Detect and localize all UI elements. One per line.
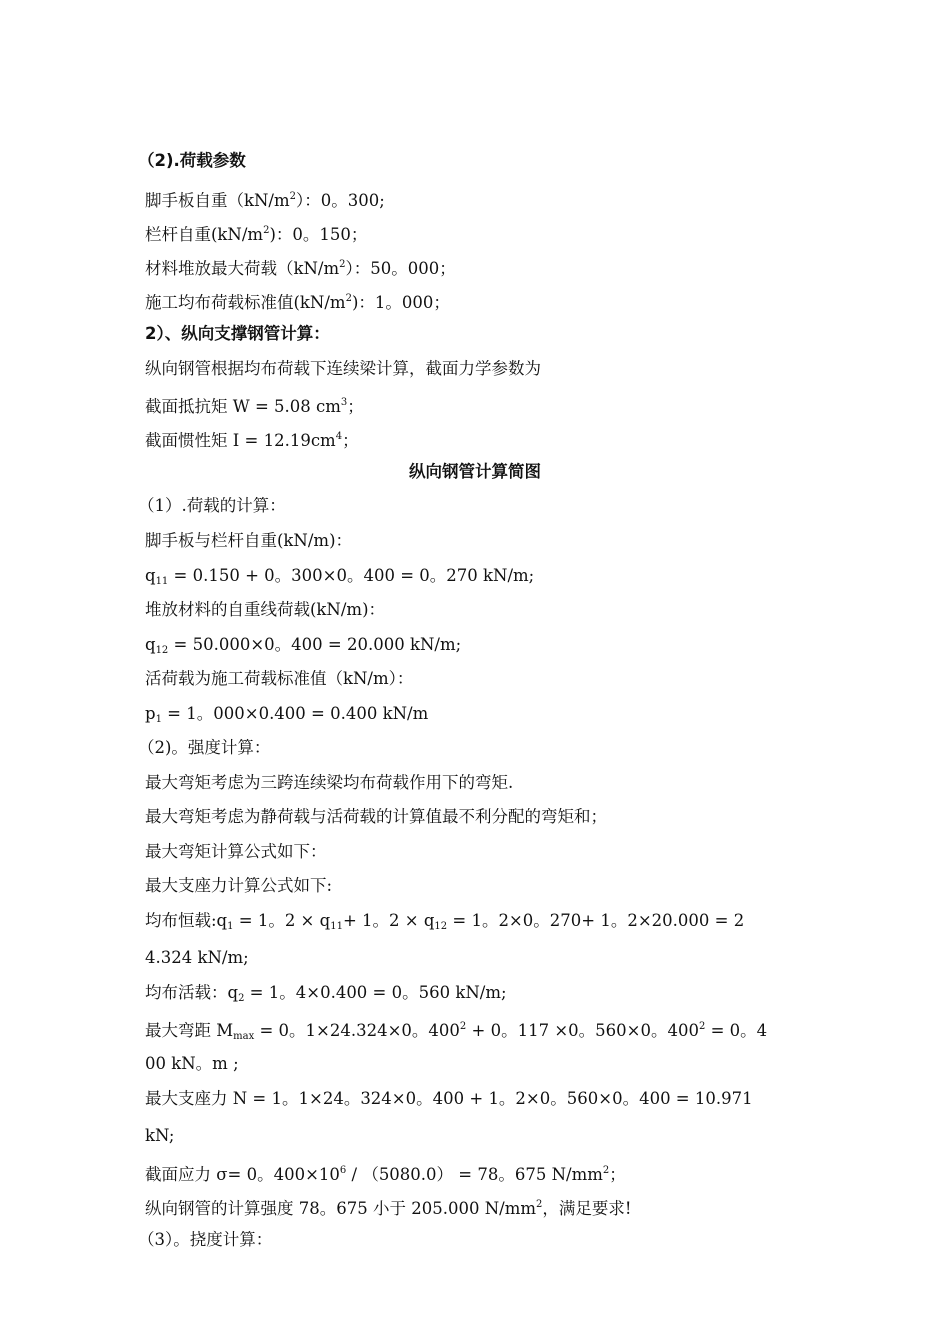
q12-formula: $q_{12} = 50.000\times 0$。400 = 20.000 kN/m; bbox=[145, 635, 462, 656]
construction-load-line: 施工均布荷载标准值$(kN/m^2)$：1。000； bbox=[145, 293, 450, 312]
heading-load-params: （2).荷载参数 bbox=[138, 151, 246, 170]
self-weight-label: 脚手板与栏杆自重(kN/m)： bbox=[145, 531, 353, 550]
live-load-formula: 均布活载：$q_2 = 1$。4×0.400 = 0。560 kN/m; bbox=[145, 983, 507, 1004]
note-three-span: 最大弯矩考虑为三跨连续梁均布荷载作用下的弯矩. bbox=[145, 773, 514, 792]
stack-load-label: 堆放材料的自重线荷载(kN/m)： bbox=[145, 600, 386, 619]
p1-formula: $p_1 = 1$。000×0.400 = 0.400 kN/m bbox=[145, 704, 429, 725]
dead-load-formula-cont: 4.324 kN/m; bbox=[145, 948, 249, 967]
intro-line: 纵向钢管根据均布荷载下连续梁计算，截面力学参数为 bbox=[145, 359, 541, 378]
section-modulus-line: 截面抵抗矩 W = 5.08 $cm^3$； bbox=[145, 397, 364, 416]
max-moment-formula: 最大弯距 $M_{max} = 0$。1×24.324×0。$400^2 + 0$。117 ×0。560×0。$400^2 = 0$。4 bbox=[145, 1021, 768, 1042]
scaffold-weight-line: 脚手板自重$(kN/m^2)$：0。300; bbox=[145, 191, 385, 210]
load-calc-heading: （1）.荷载的计算： bbox=[138, 496, 286, 515]
dead-load-formula: 均布恒载$:q_1 = 1$。$2 \times q_{11}+ 1$。$2 \times q_{12} = 1$。2×0。270+ 1。2×20.000 = 2 bbox=[145, 911, 745, 932]
live-load-label: 活荷载为施工荷载标准值（kN/m）： bbox=[145, 669, 414, 688]
note-moment-sum: 最大弯矩考虑为静荷载与活荷载的计算值最不利分配的弯矩和； bbox=[145, 807, 607, 826]
moment-inertia-line: 截面惯性矩 $I = 12.19cm^4$； bbox=[145, 431, 359, 450]
max-moment-formula-cont: 00 kN。m ; bbox=[145, 1054, 239, 1073]
support-force-formula: 最大支座力 N = 1。1×24。324×0。400 + 1。2×0。560×0。400 = 10.971 bbox=[145, 1089, 753, 1108]
railing-weight-line: 栏杆自重$(kN/m^2)$：0。150； bbox=[145, 225, 368, 244]
material-load-line: 材料堆放最大荷载$(kN/m^2)$：50。000； bbox=[145, 259, 456, 278]
deflection-heading: （3）。挠度计算： bbox=[138, 1230, 273, 1249]
strength-result: 纵向钢管的计算强度 78。675 小于 205.000 $N/mm^2$，满足要求! bbox=[145, 1199, 632, 1218]
strength-heading: （2)。强度计算： bbox=[138, 738, 271, 757]
q11-formula: $q_{11} = 0.150 + 0$。300×0。400 = 0。270 kN/m; bbox=[145, 566, 535, 587]
heading-longitudinal: 2）、纵向支撑钢管计算： bbox=[145, 324, 330, 343]
diagram-title: 纵向钢管计算简图 bbox=[409, 462, 541, 481]
stress-formula: 截面应力 σ= 0。$400\times 10^6 / (5080.0) = 78$。675 $N/mm^2$； bbox=[145, 1165, 626, 1184]
support-force-formula-cont: kN; bbox=[145, 1126, 175, 1145]
note-support-formula: 最大支座力计算公式如下: bbox=[145, 876, 333, 895]
note-moment-formula: 最大弯矩计算公式如下： bbox=[145, 842, 327, 861]
